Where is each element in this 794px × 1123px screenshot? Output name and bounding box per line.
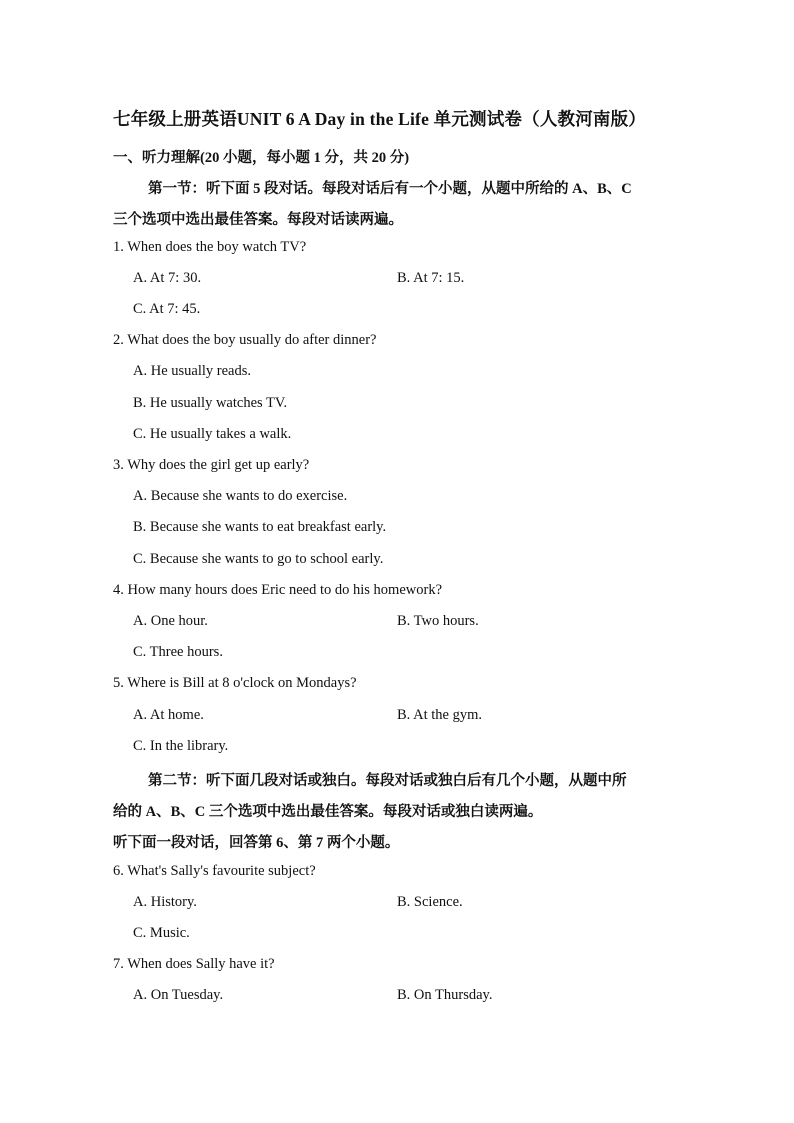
question-5: 5. Where is Bill at 8 o'clock on Mondays?: [113, 675, 357, 691]
q2-option-a: A. He usually reads.: [133, 363, 251, 379]
section-heading: 一、听力理解(20 小题，每小题 1 分，共 20 分): [113, 150, 410, 166]
question-6: 6. What's Sally's favourite subject?: [113, 863, 316, 879]
q3-option-b: B. Because she wants to eat breakfast early.: [133, 519, 387, 535]
q7-option-b: B. On Thursday.: [397, 987, 493, 1003]
dialog-intro: 听下面一段对话，回答第 6、第 7 两个小题。: [113, 835, 400, 851]
q3-option-c: C. Because she wants to go to school early.: [133, 551, 384, 567]
part1-intro-line1: 第一节：听下面 5 段对话。每段对话后有一个小题，从题中所给的 A、B、C: [148, 181, 632, 197]
question-3: 3. Why does the girl get up early?: [113, 457, 310, 473]
q5-option-b: B. At the gym.: [397, 707, 482, 723]
q2-option-c: C. He usually takes a walk.: [133, 426, 292, 442]
q3-option-a: A. Because she wants to do exercise.: [133, 488, 348, 504]
q6-option-c: C. Music.: [133, 925, 190, 941]
q1-option-a: A. At 7: 30.: [133, 270, 202, 286]
part2-intro-line1: 第二节：听下面几段对话或独白。每段对话或独白后有几个小题，从题中所: [148, 773, 627, 789]
q5-option-a: A. At home.: [133, 707, 204, 723]
q7-option-a: A. On Tuesday.: [133, 987, 224, 1003]
q2-option-b: B. He usually watches TV.: [133, 395, 288, 411]
question-2: 2. What does the boy usually do after dinner?: [113, 332, 377, 348]
q4-option-c: C. Three hours.: [133, 644, 223, 660]
q5-option-c: C. In the library.: [133, 738, 229, 754]
q4-option-a: A. One hour.: [133, 613, 208, 629]
question-7: 7. When does Sally have it?: [113, 956, 275, 972]
q4-option-b: B. Two hours.: [397, 613, 479, 629]
document-title: 七年级上册英语UNIT 6 A Day in the Life 单元测试卷（人教河南版）: [113, 109, 647, 129]
part1-intro-line2: 三个选项中选出最佳答案。每段对话读两遍。: [113, 212, 403, 228]
q6-option-a: A. History.: [133, 894, 197, 910]
q6-option-b: B. Science.: [397, 894, 463, 910]
question-4: 4. How many hours does Eric need to do his homework?: [113, 582, 443, 598]
question-1: 1. When does the boy watch TV?: [113, 239, 307, 255]
q1-option-c: C. At 7: 45.: [133, 301, 201, 317]
part2-intro-line2: 给的 A、B、C 三个选项中选出最佳答案。每段对话或独白读两遍。: [113, 804, 543, 820]
q1-option-b: B. At 7: 15.: [397, 270, 465, 286]
